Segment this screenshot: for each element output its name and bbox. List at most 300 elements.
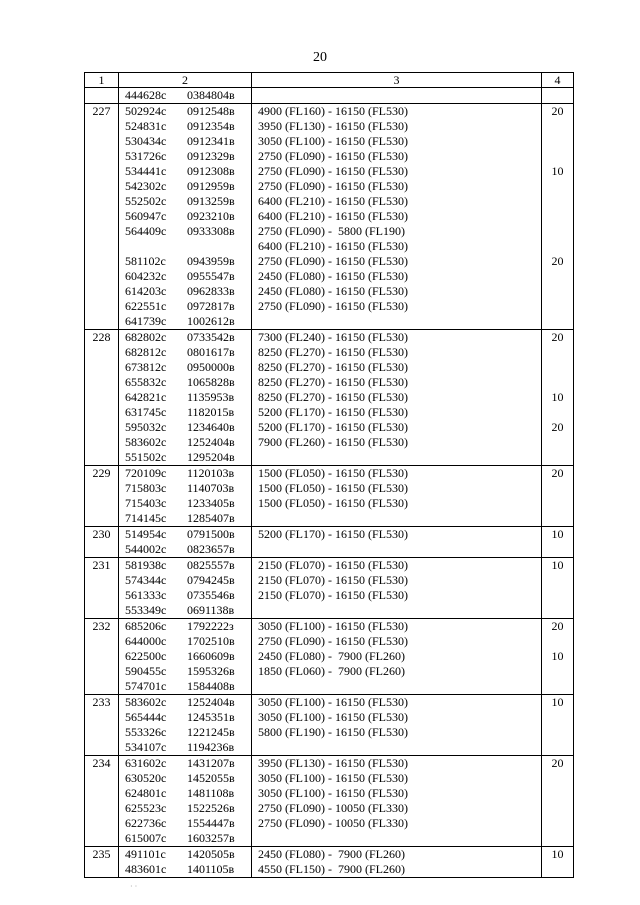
latitude: 583602с — [125, 695, 167, 709]
altitude-range: 6400 (FL210) - 16150 (FL530) — [258, 194, 408, 208]
altitude-range: 2750 (FL090) - 16150 (FL530) — [258, 299, 408, 313]
coordinate-pair — [119, 786, 251, 801]
altitude-range: 3050 (FL100) - 16150 (FL530) — [258, 695, 408, 709]
value: 20 — [551, 104, 564, 118]
latitude: 534107с — [125, 740, 167, 754]
value — [542, 511, 573, 526]
latitude: 685206с — [125, 619, 167, 633]
section-number: 228 — [85, 330, 119, 466]
latitude: 622551с — [125, 299, 167, 313]
value — [542, 862, 573, 877]
altitude-range: 3050 (FL100) - 16150 (FL530) — [258, 134, 408, 148]
coordinate-pair — [119, 481, 251, 496]
coordinate-pair — [119, 679, 251, 694]
value: 10 — [551, 527, 564, 541]
altitude-range-cell — [252, 330, 542, 466]
altitude-range: 6400 (FL210) - 16150 (FL530) — [258, 209, 408, 223]
coordinate-pair — [119, 194, 251, 209]
coordinate-pair — [119, 209, 251, 224]
table-header-row — [85, 73, 574, 88]
coordinate-pair — [119, 511, 251, 526]
altitude-range: 5800 (FL190) - 16150 (FL530) — [258, 725, 408, 739]
value: 20 — [551, 619, 564, 633]
value — [542, 634, 573, 649]
value — [542, 224, 573, 239]
coordinate-pair — [119, 149, 251, 164]
coordinate-pair — [119, 88, 251, 103]
latitude: 502924с — [125, 104, 167, 118]
longitude: 0912341в — [187, 134, 235, 148]
altitude-range: 3050 (FL100) - 16150 (FL530) — [258, 786, 408, 800]
value-cell — [542, 527, 574, 558]
longitude: 1182015в — [187, 405, 235, 419]
section-number: 233 — [85, 695, 119, 756]
value: 20 — [551, 254, 564, 268]
latitude: 715803с — [125, 481, 167, 495]
value — [542, 405, 573, 420]
longitude: 0912329в — [187, 149, 235, 163]
coordinate-pair — [119, 740, 251, 755]
altitude-range: 8250 (FL270) - 16150 (FL530) — [258, 390, 408, 404]
coordinate-pair — [119, 619, 251, 634]
altitude-range — [252, 88, 541, 103]
altitude-range-cell — [252, 695, 542, 756]
coordinate-pair — [119, 466, 251, 481]
latitude: 625523с — [125, 801, 167, 815]
coordinate-pair — [119, 104, 251, 119]
altitude-range: 1500 (FL050) - 16150 (FL530) — [258, 496, 408, 510]
coordinate-pair — [119, 284, 251, 299]
value — [542, 239, 573, 254]
longitude: 1660609в — [187, 649, 235, 663]
section-number: 230 — [85, 527, 119, 558]
coordinates-cell — [119, 558, 252, 619]
coordinate-pair — [119, 771, 251, 786]
latitude: 595032с — [125, 420, 167, 434]
coordinate-pair — [119, 695, 251, 710]
altitude-range: 2750 (FL090) - 10050 (FL330) — [258, 816, 408, 830]
altitude-range-cell — [252, 104, 542, 330]
altitude-range: 2150 (FL070) - 16150 (FL530) — [258, 558, 408, 572]
coordinate-pair — [119, 134, 251, 149]
altitude-range: 8250 (FL270) - 16150 (FL530) — [258, 345, 408, 359]
longitude: 0955547в — [187, 269, 235, 283]
longitude: 0912548в — [187, 104, 235, 118]
longitude: 1120103в — [187, 466, 235, 480]
longitude: 1285407в — [187, 511, 235, 525]
coordinate-pair — [119, 862, 251, 877]
value — [542, 679, 573, 694]
value — [542, 542, 573, 557]
value-cell — [542, 847, 574, 878]
altitude-range — [252, 511, 541, 526]
coordinate-pair — [119, 224, 251, 239]
altitude-range: 5200 (FL170) - 16150 (FL530) — [258, 527, 408, 541]
latitude: 590455с — [125, 664, 167, 678]
coordinate-pair — [119, 831, 251, 846]
value-cell — [542, 466, 574, 527]
coordinate-pair — [119, 649, 251, 664]
altitude-range-cell — [252, 558, 542, 619]
latitude: 644000с — [125, 634, 167, 648]
latitude: 583602с — [125, 435, 167, 449]
longitude: 1420505в — [187, 847, 235, 861]
latitude: 491101с — [125, 847, 166, 861]
altitude-range: 1500 (FL050) - 16150 (FL530) — [258, 466, 408, 480]
longitude: 0972817в — [187, 299, 235, 313]
value — [542, 588, 573, 603]
airspace-table — [84, 72, 574, 878]
section-number: 231 — [85, 558, 119, 619]
coordinate-pair — [119, 725, 251, 740]
latitude: 720109с — [125, 466, 167, 480]
altitude-range: 2750 (FL090) - 5800 (FL190) — [258, 224, 405, 238]
value: 10 — [551, 695, 564, 709]
value — [542, 284, 573, 299]
value — [542, 831, 573, 846]
longitude: 1002612в — [187, 314, 235, 328]
coordinate-pair — [119, 299, 251, 314]
latitude: 542302с — [125, 179, 167, 193]
coordinate-pair — [119, 801, 251, 816]
latitude: 444628с — [125, 88, 167, 102]
value — [542, 710, 573, 725]
longitude: 0823657в — [187, 542, 235, 556]
altitude-range: 6400 (FL210) - 16150 (FL530) — [258, 239, 408, 253]
coordinate-pair — [119, 847, 251, 862]
coordinates-cell — [119, 756, 252, 847]
latitude: 642821с — [125, 390, 167, 404]
altitude-range: 3950 (FL130) - 16150 (FL530) — [258, 756, 408, 770]
value: 10 — [551, 390, 564, 404]
coordinates-cell — [119, 527, 252, 558]
longitude: 0943959в — [187, 254, 235, 268]
value — [542, 269, 573, 284]
coordinate-pair — [119, 179, 251, 194]
altitude-range: 2750 (FL090) - 16150 (FL530) — [258, 254, 408, 268]
altitude-range-cell — [252, 619, 542, 695]
coordinate-pair — [119, 816, 251, 831]
coordinate-pair — [119, 603, 251, 618]
value-cell — [542, 88, 574, 104]
scan-mark: · · — [130, 882, 138, 891]
value — [542, 481, 573, 496]
coordinate-pair — [119, 710, 251, 725]
altitude-range — [252, 450, 541, 465]
value: 20 — [551, 756, 564, 770]
table-row — [85, 756, 574, 847]
altitude-range: 4900 (FL160) - 16150 (FL530) — [258, 104, 408, 118]
value — [542, 375, 573, 390]
section-number — [85, 88, 119, 104]
value-cell — [542, 756, 574, 847]
column-header: 4 — [542, 73, 574, 88]
longitude: 1234640в — [187, 420, 235, 434]
value — [542, 725, 573, 740]
altitude-range: 8250 (FL270) - 16150 (FL530) — [258, 360, 408, 374]
coordinate-pair — [119, 496, 251, 511]
coordinate-pair — [119, 527, 251, 542]
column-header: 1 — [85, 73, 119, 88]
altitude-range: 2450 (FL080) - 7900 (FL260) — [258, 847, 405, 861]
latitude: 622500с — [125, 649, 167, 663]
altitude-range: 1850 (FL060) - 7900 (FL260) — [258, 664, 405, 678]
longitude: 0912308в — [187, 164, 235, 178]
coordinate-pair — [119, 558, 251, 573]
altitude-range — [252, 314, 541, 329]
coordinates-cell — [119, 695, 252, 756]
latitude: 622736с — [125, 816, 167, 830]
latitude: 560947с — [125, 209, 167, 223]
coordinate-pair — [119, 542, 251, 557]
latitude: 514954с — [125, 527, 167, 541]
coordinate-pair — [119, 405, 251, 420]
table-row — [85, 695, 574, 756]
altitude-range: 7900 (FL260) - 16150 (FL530) — [258, 435, 408, 449]
latitude: 524831с — [125, 119, 167, 133]
latitude: 673812с — [125, 360, 167, 374]
latitude: 574701с — [125, 679, 167, 693]
value — [542, 573, 573, 588]
latitude: 604232с — [125, 269, 167, 283]
value — [542, 134, 573, 149]
latitude: 615007с — [125, 831, 167, 845]
altitude-range: 5200 (FL170) - 16150 (FL530) — [258, 420, 408, 434]
table-row — [85, 847, 574, 878]
longitude: 1401105в — [187, 862, 235, 876]
value — [542, 603, 573, 618]
latitude: 655832с — [125, 375, 167, 389]
latitude: 631602с — [125, 756, 167, 770]
longitude: 0912354в — [187, 119, 235, 133]
longitude: 0691138в — [187, 603, 235, 617]
value-cell — [542, 104, 574, 330]
value — [542, 88, 573, 103]
longitude: 0735546в — [187, 588, 235, 602]
value: 20 — [551, 420, 564, 434]
value-cell — [542, 330, 574, 466]
altitude-range: 2750 (FL090) - 10050 (FL330) — [258, 801, 408, 815]
altitude-range: 3050 (FL100) - 16150 (FL530) — [258, 619, 408, 633]
altitude-range: 1500 (FL050) - 16150 (FL530) — [258, 481, 408, 495]
longitude: 1452055в — [187, 771, 235, 785]
longitude: 1702510в — [187, 634, 235, 648]
altitude-range: 5200 (FL170) - 16150 (FL530) — [258, 405, 408, 419]
table-row — [85, 466, 574, 527]
altitude-range: 8250 (FL270) - 16150 (FL530) — [258, 375, 408, 389]
value — [542, 664, 573, 679]
altitude-range-cell — [252, 847, 542, 878]
longitude: 0912959в — [187, 179, 235, 193]
altitude-range: 3050 (FL100) - 16150 (FL530) — [258, 771, 408, 785]
latitude: 682812с — [125, 345, 167, 359]
value — [542, 119, 573, 134]
latitude: 631745с — [125, 405, 167, 419]
coordinate-pair — [119, 345, 251, 360]
latitude: 714145с — [125, 511, 167, 525]
altitude-range-cell — [252, 527, 542, 558]
coordinate-pair — [119, 634, 251, 649]
coordinates-cell — [119, 330, 252, 466]
longitude: 1595326в — [187, 664, 235, 678]
longitude: 1194236в — [187, 740, 235, 754]
coordinate-pair — [119, 420, 251, 435]
latitude: 553326с — [125, 725, 167, 739]
latitude: 553349с — [125, 603, 167, 617]
value: 20 — [551, 330, 564, 344]
coordinate-pair — [119, 450, 251, 465]
longitude: 1135953в — [187, 390, 235, 404]
altitude-range: 3950 (FL130) - 16150 (FL530) — [258, 119, 408, 133]
coordinate-pair — [119, 164, 251, 179]
latitude: 624801с — [125, 786, 167, 800]
longitude: 1584408в — [187, 679, 235, 693]
page-number: 20 — [313, 50, 327, 65]
longitude: 0923210в — [187, 209, 235, 223]
latitude: 552502с — [125, 194, 167, 208]
longitude: 1792222з — [187, 619, 234, 633]
longitude: 0825557в — [187, 558, 235, 572]
table-row — [85, 619, 574, 695]
coordinate-pair — [119, 239, 251, 254]
coordinate-pair — [119, 756, 251, 771]
longitude: 1233405в — [187, 496, 235, 510]
column-header: 2 — [119, 73, 252, 88]
longitude: 1554447в — [187, 816, 235, 830]
value — [542, 314, 573, 329]
latitude: 581102с — [125, 254, 166, 268]
altitude-range: 4550 (FL150) - 7900 (FL260) — [258, 862, 405, 876]
altitude-range-cell — [252, 466, 542, 527]
latitude: 641739с — [125, 314, 167, 328]
altitude-range — [252, 740, 541, 755]
value — [542, 816, 573, 831]
coordinate-pair — [119, 314, 251, 329]
coordinate-pair — [119, 435, 251, 450]
value: 20 — [551, 466, 564, 480]
altitude-range: 2450 (FL080) - 16150 (FL530) — [258, 284, 408, 298]
coordinate-pair — [119, 664, 251, 679]
value — [542, 496, 573, 511]
longitude: 0962833в — [187, 284, 235, 298]
coordinate-pair — [119, 588, 251, 603]
longitude: 0950000в — [187, 360, 235, 374]
column-header: 3 — [252, 73, 542, 88]
value — [542, 179, 573, 194]
altitude-range-cell — [252, 756, 542, 847]
longitude: 1295204в — [187, 450, 235, 464]
altitude-range — [252, 542, 541, 557]
altitude-range: 2150 (FL070) - 16150 (FL530) — [258, 573, 408, 587]
value: 10 — [551, 649, 564, 663]
longitude: 1140703в — [187, 481, 235, 495]
value — [542, 771, 573, 786]
coordinates-cell — [119, 88, 252, 104]
altitude-range — [252, 603, 541, 618]
value — [542, 209, 573, 224]
section-number: 235 — [85, 847, 119, 878]
altitude-range: 2750 (FL090) - 16150 (FL530) — [258, 164, 408, 178]
altitude-range-cell — [252, 88, 542, 104]
table-row — [85, 88, 574, 104]
longitude: 0933308в — [187, 224, 235, 238]
value — [542, 435, 573, 450]
longitude: 1603257в — [187, 831, 235, 845]
value — [542, 149, 573, 164]
latitude: 614203с — [125, 284, 167, 298]
section-number: 229 — [85, 466, 119, 527]
coordinate-pair — [119, 573, 251, 588]
latitude: 483601с — [125, 862, 167, 876]
longitude: 1252404в — [187, 695, 235, 709]
longitude: 1522526в — [187, 801, 235, 815]
longitude: 1431207в — [187, 756, 235, 770]
coordinates-cell — [119, 847, 252, 878]
value: 10 — [551, 164, 564, 178]
longitude: 0791500в — [187, 527, 235, 541]
latitude: 574344с — [125, 573, 167, 587]
altitude-range — [252, 679, 541, 694]
coordinate-pair — [119, 360, 251, 375]
altitude-range: 2450 (FL080) - 16150 (FL530) — [258, 269, 408, 283]
altitude-range: 3050 (FL100) - 16150 (FL530) — [258, 710, 408, 724]
table-row — [85, 527, 574, 558]
altitude-range: 2150 (FL070) - 16150 (FL530) — [258, 588, 408, 602]
coordinates-cell — [119, 104, 252, 330]
value — [542, 450, 573, 465]
longitude: 0801617в — [187, 345, 235, 359]
value — [542, 360, 573, 375]
longitude: 0913259в — [187, 194, 235, 208]
longitude: 0384804в — [187, 88, 235, 102]
latitude: 564409с — [125, 224, 167, 238]
value-cell — [542, 695, 574, 756]
altitude-range: 2750 (FL090) - 16150 (FL530) — [258, 179, 408, 193]
altitude-range: 7300 (FL240) - 16150 (FL530) — [258, 330, 408, 344]
altitude-range: 2750 (FL090) - 16150 (FL530) — [258, 149, 408, 163]
coordinates-cell — [119, 619, 252, 695]
coordinate-pair — [119, 254, 251, 269]
coordinate-pair — [119, 390, 251, 405]
value-cell — [542, 619, 574, 695]
latitude: 561333с — [125, 588, 167, 602]
longitude: 1065828в — [187, 375, 235, 389]
value — [542, 194, 573, 209]
altitude-range — [252, 831, 541, 846]
altitude-range: 2750 (FL090) - 16150 (FL530) — [258, 634, 408, 648]
longitude: 1221245в — [187, 725, 235, 739]
latitude: 565444с — [125, 710, 167, 724]
latitude: 715403с — [125, 496, 167, 510]
latitude: 682802с — [125, 330, 167, 344]
value — [542, 299, 573, 314]
value — [542, 345, 573, 360]
section-number: 227 — [85, 104, 119, 330]
coordinates-cell — [119, 466, 252, 527]
value — [542, 801, 573, 816]
latitude: 544002с — [125, 542, 167, 556]
table-row — [85, 104, 574, 330]
section-number: 232 — [85, 619, 119, 695]
table-row — [85, 330, 574, 466]
longitude: 0733542в — [187, 330, 235, 344]
value — [542, 786, 573, 801]
longitude: 1481108в — [187, 786, 235, 800]
value: 10 — [551, 847, 564, 861]
value: 10 — [551, 558, 564, 572]
latitude: 531726с — [125, 149, 167, 163]
table-row — [85, 558, 574, 619]
